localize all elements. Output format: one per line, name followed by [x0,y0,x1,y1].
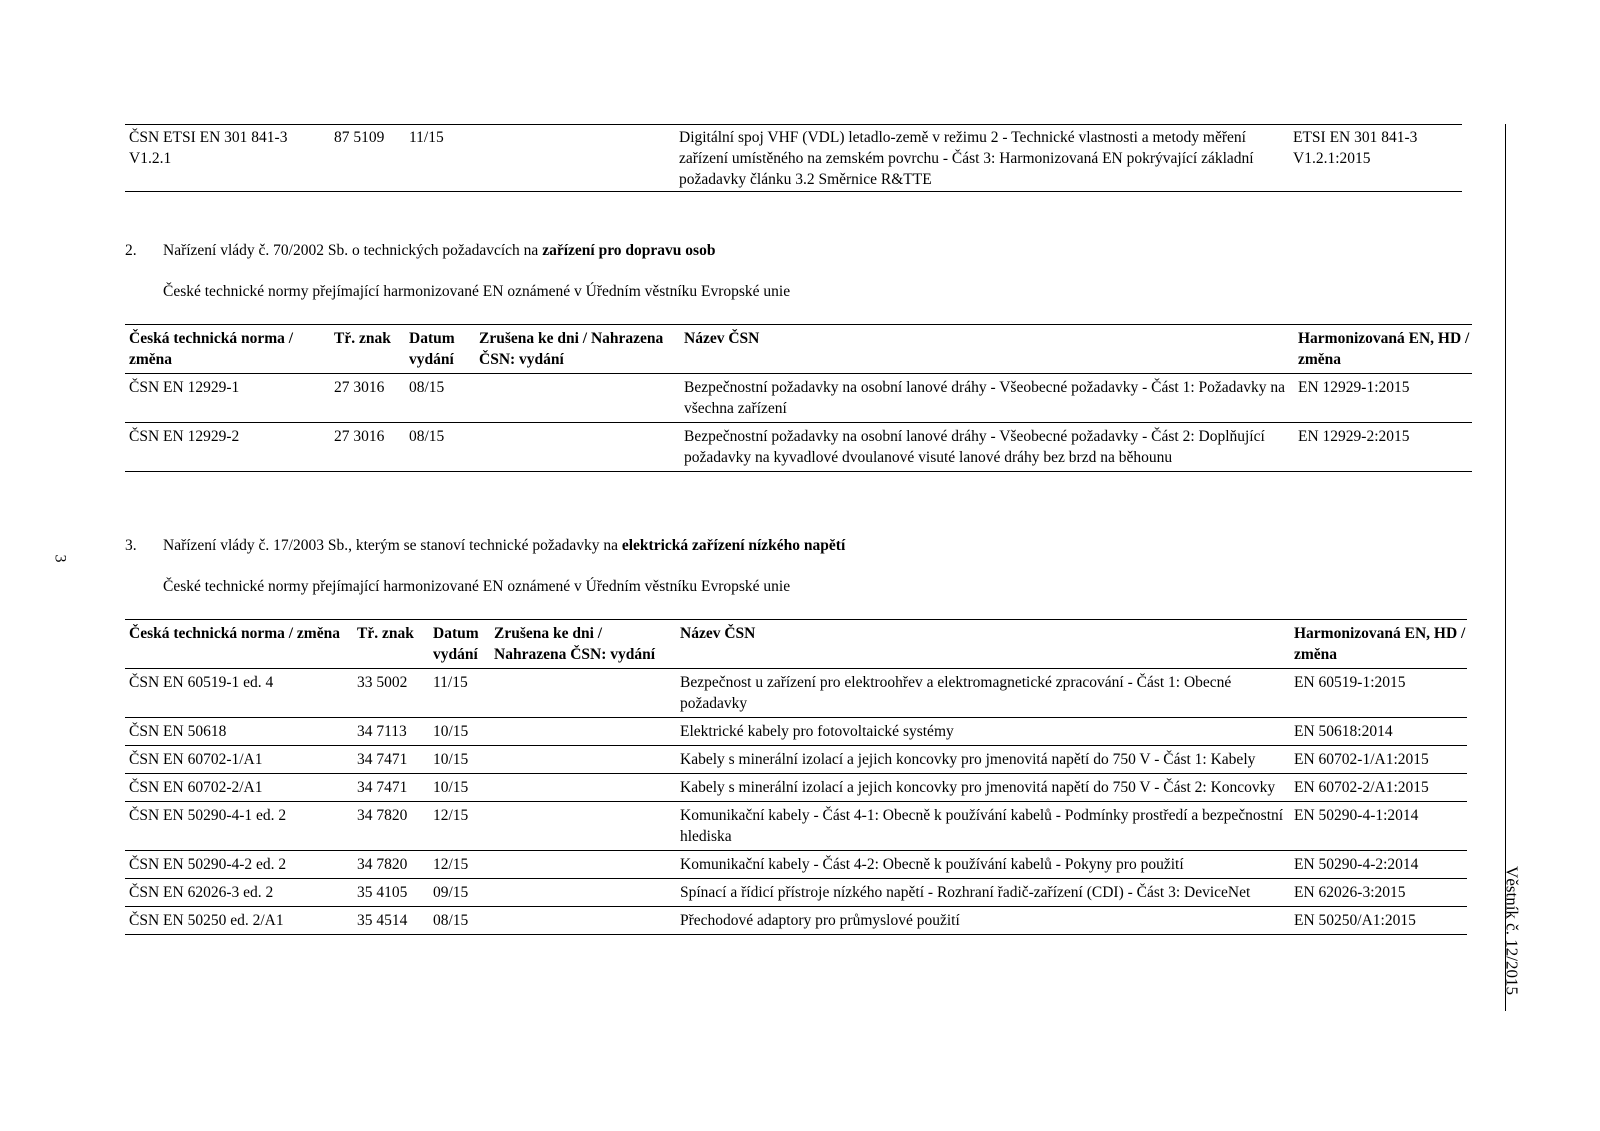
cell-harmonized: EN 60702-2/A1:2015 [1294,779,1429,796]
cell-replaced [490,907,676,935]
table-row [125,907,1467,935]
cell-class: 27 3016 [334,428,385,445]
header-replaced: Zrušena ke dni / Nahrazena ČSN: vydání [494,625,656,663]
cell-harmonized: EN 60702-1/A1:2015 [1294,751,1429,768]
section-3-heading-plain: Nařízení vlády č. 17/2003 Sb., kterým se stanoví technické požadavky na [163,537,622,554]
header-class: Tř. znak [334,330,391,347]
section-3-subheading: České technické normy přejímající harmonizované EN oznámené v Úředním věstníku Evropské unie [163,578,791,595]
cell-date: 10/15 [433,751,469,768]
cell-date: 11/15 [409,129,444,146]
cell-title: Digitální spoj VHF (VDL) letadlo-země v režimu 2 - Technické vlastnosti a metody měření zařízení umístěného na zemském povrchu - Část 3: Harmonizovaná EN pokrývající základní požadavky článku 3.2 Směrnice R&TTE [679,129,1254,188]
cell-norm: ČSN EN 50618 [129,723,227,740]
cell-class: 34 7113 [357,723,407,740]
cell-norm: ČSN EN 12929-2 [129,428,240,445]
section-2-heading [163,240,715,261]
cell-norm: ČSN ETSI EN 301 841-3 V1.2.1 [129,129,288,167]
header-harmonized: Harmonizovaná EN, HD / změna [1294,625,1466,663]
table-row [125,802,1467,851]
table-row [125,374,1472,423]
cell-class: 35 4514 [357,912,408,929]
cell-class: 34 7471 [357,751,408,768]
cell-title: Bezpečnostní požadavky na osobní lanové dráhy - Všeobecné požadavky - Část 1: Požadavky na všechna zařízení [684,379,1286,417]
cell-replaced [490,774,676,802]
cell-class: 34 7820 [357,807,408,824]
table-row [125,879,1467,907]
header-norm: Česká technická norma / změna [129,625,340,642]
table-continuation-body [125,125,1462,192]
section-2-heading-bold: zařízení pro dopravu osob [542,242,716,259]
cell-date: 10/15 [433,779,469,796]
cell-class: 34 7471 [357,779,408,796]
table-header-row [125,620,1467,669]
journal-label: Věstník č. 12/2015 [1502,866,1522,995]
cell-class: 35 4105 [357,884,408,901]
cell-date: 08/15 [409,379,445,396]
table-row [125,669,1467,718]
table-row [125,746,1467,774]
header-class: Tř. znak [357,625,414,642]
cell-replaced [490,802,676,851]
cell-title: Přechodové adaptory pro průmyslové použití [680,912,960,929]
cell-class: 33 5002 [357,674,408,691]
table-section-2 [125,324,1472,472]
section-3-heading [163,535,845,556]
section-2-number: 2. [125,242,137,259]
cell-date: 08/15 [433,912,469,929]
table-section-2-body [125,374,1472,472]
cell-title: Kabely s minerální izolací a jejich koncovky pro jmenovitá napětí do 750 V - Část 1: Kabely [680,751,1256,768]
cell-harmonized: EN 50290-4-1:2014 [1294,807,1419,824]
cell-replaced [475,374,680,423]
header-title: Název ČSN [684,330,760,347]
header-replaced: Zrušena ke dni / Nahrazena ČSN: vydání [479,330,664,368]
cell-harmonized: EN 50618:2014 [1294,723,1393,740]
cell-title: Kabely s minerální izolací a jejich koncovky pro jmenovitá napětí do 750 V - Část 2: Koncovky [680,779,1276,796]
section-3-heading-bold: elektrická zařízení nízkého napětí [621,537,846,554]
table-section-3-body [125,669,1467,935]
cell-replaced [490,746,676,774]
table-continuation [125,124,1462,192]
cell-harmonized: ETSI EN 301 841-3 V1.2.1:2015 [1293,129,1418,167]
cell-harmonized: EN 50250/A1:2015 [1294,912,1416,929]
cell-title: Komunikační kabely - Část 4-1: Obecně k používání kabelů - Podmínky prostředí a bezpečnostní hlediska [680,807,1284,845]
cell-replaced [490,879,676,907]
cell-norm: ČSN EN 50290-4-2 ed. 2 [129,856,287,873]
table-row [125,125,1462,192]
header-norm: Česká technická norma / změna [129,330,294,368]
cell-replaced [490,851,676,879]
cell-replaced [490,718,676,746]
section-3-number: 3. [125,537,137,554]
cell-replaced [475,423,680,472]
cell-class: 34 7820 [357,856,408,873]
cell-title: Bezpečnostní požadavky na osobní lanové dráhy - Všeobecné požadavky - Část 2: Doplňující požadavky na kyvadlové dvoulanové visuté lanové dráhy bez brzd na běhounu [684,428,1265,466]
cell-date: 08/15 [409,428,445,445]
cell-harmonized: EN 12929-1:2015 [1298,379,1410,396]
cell-date: 11/15 [433,674,468,691]
cell-replaced [490,669,676,718]
header-harmonized: Harmonizovaná EN, HD / změna [1298,330,1470,368]
header-title: Název ČSN [680,625,756,642]
cell-norm: ČSN EN 50250 ed. 2/A1 [129,912,284,929]
cell-norm: ČSN EN 50290-4-1 ed. 2 [129,807,287,824]
cell-norm: ČSN EN 60519-1 ed. 4 [129,674,274,691]
cell-class: 87 5109 [334,129,385,146]
table-header-row [125,325,1472,374]
cell-date: 09/15 [433,884,469,901]
header-date: Datum vydání [433,625,479,663]
cell-norm: ČSN EN 12929-1 [129,379,240,396]
table-row [125,774,1467,802]
table-row [125,718,1467,746]
page-number: 3 [51,554,69,563]
table-row [125,423,1472,472]
cell-harmonized: EN 50290-4-2:2014 [1294,856,1419,873]
cell-title: Spínací a řídicí přístroje nízkého napětí - Rozhraní řadič-zařízení (CDI) - Část 3: DeviceNet [680,884,1251,901]
cell-title: Elektrické kabely pro fotovoltaické systémy [680,723,954,740]
cell-date: 10/15 [433,723,469,740]
cell-norm: ČSN EN 60702-1/A1 [129,751,263,768]
cell-title: Komunikační kabely - Část 4-2: Obecně k používání kabelů - Pokyny pro použití [680,856,1184,873]
cell-harmonized: EN 60519-1:2015 [1294,674,1406,691]
table-row [125,851,1467,879]
header-date: Datum vydání [409,330,455,368]
section-2-heading-plain: Nařízení vlády č. 70/2002 Sb. o technických požadavcích na [163,242,543,259]
cell-norm: ČSN EN 62026-3 ed. 2 [129,884,274,901]
cell-date: 12/15 [433,856,469,873]
cell-title: Bezpečnost u zařízení pro elektroohřev a elektromagnetické zpracování - Část 1: Obecné požadavky [680,674,1232,712]
cell-date: 12/15 [433,807,469,824]
table-section-3 [125,619,1467,935]
cell-harmonized: EN 12929-2:2015 [1298,428,1410,445]
cell-class: 27 3016 [334,379,385,396]
cell-norm: ČSN EN 60702-2/A1 [129,779,263,796]
cell-harmonized: EN 62026-3:2015 [1294,884,1406,901]
section-2-subheading: České technické normy přejímající harmonizované EN oznámené v Úředním věstníku Evropské unie [163,283,791,300]
